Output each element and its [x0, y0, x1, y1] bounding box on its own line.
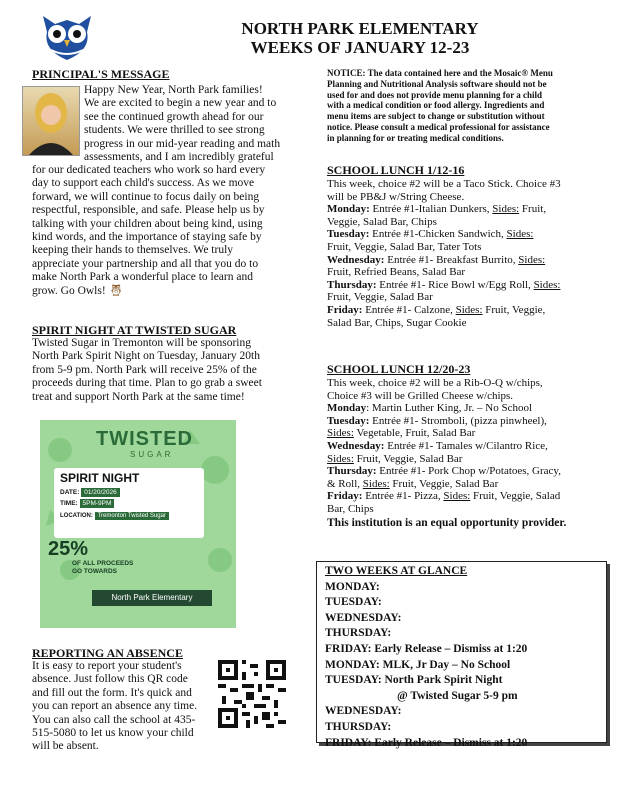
glance-row: FRIDAY: Early Release – Dismiss at 1:20	[325, 736, 528, 749]
two-weeks-glance-box	[316, 561, 607, 749]
lunch1-wednesday: Wednesday: Entrée #1- Breakfast Burrito, Sides:	[327, 253, 546, 266]
flyer-percent: 25%	[48, 538, 89, 560]
glance-row: THURSDAY:	[325, 720, 392, 733]
lunch2-friday: Friday: Entrée #1- Pizza, Sides: Fruit, Veggie, Salad	[327, 490, 561, 503]
glance-row: WEDNESDAY:	[325, 705, 402, 718]
equal-opportunity-statement: This institution is an equal opportunity provider.	[327, 516, 567, 529]
notice-text: NOTICE: The data contained here and the Mosaic® Menu Planning and Nutritional Analysis software should not be used for and does not provide menu planning for a child with a medical condition or food allergy. Ingredients and menu items are subject to change or substitution without notice. Please consult a medical professional for assistance in planning for or treating medical conditions.	[327, 68, 553, 143]
lunch2-body: This week, choice #2 will be a Rib-O-Q w/chips, Choice #3 will be Grilled Cheese w/chips. Monday: Martin Luther King, Jr. – No School Tuesday: Entrée #1- Stromboli, (pizza pinwheel), Sides: Vegetable, Fruit, Salad Bar Wednesday: Entrée #1- Tamales w/Cilantro Rice, Sides: Fruit, Veggie, Salad Bar Thursday: Entrée #1- Pork Chop w/Potatoes, Gracy, & Roll, Sides: Fruit, Veggie, Salad Bar Friday: Entrée #1- Pizza, Sides: Fruit, Veggie, Salad Bar, Chips This institution is an equal opportunity provider.	[327, 377, 589, 529]
glance-row: TUESDAY:	[325, 596, 382, 609]
spirit-night-flyer	[40, 420, 236, 628]
lunch2-heading: SCHOOL LUNCH 12/20-23	[327, 362, 471, 376]
page-title: NORTH PARK ELEMENTARY	[241, 19, 479, 38]
glance-row: MONDAY: MLK, Jr Day – No School	[325, 658, 511, 671]
principal-intro: Happy New Year, North Park families! We are excited to begin a new year and to see the continued growth ahead for our students. We were thrilled to see strong progress in our mid-year reading and math assessments, and I am incredibly grateful	[84, 84, 281, 164]
lunch2-tuesday: Tuesday: Entrée #1- Stromboli, (pizza pinwheel),	[327, 414, 547, 427]
lunch1-thursday: Thursday: Entrée #1- Rice Bowl w/Egg Roll, Sides:	[327, 278, 561, 291]
glance-row: WEDNESDAY:	[325, 611, 402, 624]
lunch1-tuesday: Tuesday: Entrée #1-Chicken Sandwich, Sides:	[327, 228, 534, 241]
absence-body: It is easy to report your student's absence. Just follow this QR code and fill out the form. It's quick and you can report an absence any time. You can also call the school at 435- 515-5080 to let us know your child will be absent.	[32, 660, 198, 753]
flyer-brand: TWISTED	[96, 428, 193, 450]
glance-row: MONDAY:	[325, 580, 380, 593]
flyer-card: SPIRIT NIGHT DATE: 01/20/2026 TIME: 5PM-9PM LOCATION: Tremonton Twisted Sugar	[54, 468, 204, 538]
absence-qr-code-icon[interactable]	[218, 660, 286, 728]
lunch1-body: This week, choice #2 will be a Taco Stick. Choice #3 will be PB&J w/String Cheese. Monday: Entrée #1-Italian Dunkers, Sides: Fruit, Veggie, Salad Bar, Chips Tuesday: Entrée #1-Chicken Sandwich, Sides: Fruit, Veggie, Salad Bar, Tater Tots Wednesday: Entrée #1- Breakfast Burrito, Sides: Fruit, Refried Beans, Salad Bar Thursday: Entrée #1- Rice Bowl w/Egg Roll, Sides: Fruit, Veggie, Salad Bar Friday: Entrée #1- Calzone, Sides: Fruit, Veggie, Salad Bar, Chips, Sugar Cookie	[327, 178, 589, 329]
principal-body: for our dedicated teachers who work so hard every day to support each child's success. As we move forward, we will continue to focus daily on being respectful, responsible, and safe. Please help us by talking with your children about being kind, using kind words, and the importance of staying safe by keeping their hands to themselves. We truly appreciate your partnership and all that you do to make North Park a wonderful place to learn and grow. Go Owls! 🦉︎	[32, 164, 266, 297]
lunch1-heading: SCHOOL LUNCH 1/12-16	[327, 163, 465, 177]
glance-heading: TWO WEEKS AT GLANCE	[325, 565, 468, 577]
lunch2-thursday: Thursday: Entrée #1- Pork Chop w/Potatoes, Gracy,	[327, 465, 561, 478]
flyer-school: North Park Elementary	[92, 590, 212, 606]
lunch2-monday: Monday: Martin Luther King, Jr. – No School	[327, 402, 533, 415]
glance-row: FRIDAY: Early Release – Dismiss at 1:20	[325, 642, 528, 655]
owl-logo-icon	[37, 10, 97, 62]
lunch2-wednesday: Wednesday: Entrée #1- Tamales w/Cilantro Rice,	[327, 439, 548, 452]
lunch1-friday: Friday: Entrée #1- Calzone, Sides: Fruit, Veggie,	[327, 303, 546, 316]
glance-row: THURSDAY:	[325, 627, 392, 640]
glance-row: @ Twisted Sugar 5-9 pm	[397, 689, 518, 702]
flyer-proceeds: OF ALL PROCEEDS GO TOWARDS	[72, 560, 134, 575]
page-subtitle: WEEKS OF JANUARY 12-23	[250, 38, 470, 57]
lunch1-monday: Monday: Entrée #1-Italian Dunkers, Sides: Fruit,	[327, 203, 547, 216]
spirit-heading: SPIRIT NIGHT AT TWISTED SUGAR	[32, 323, 237, 337]
spirit-body: Twisted Sugar in Tremonton will be sponsoring North Park Spirit Night on Tuesday, January 20th from 5-9 pm. North Park will receive 25% of the proceeds during that time. Plan to go grab a sweet treat and support North Park at the same time!	[32, 337, 262, 403]
owl-emoji-icon: 🦉︎	[108, 284, 124, 297]
glance-row: TUESDAY: North Park Spirit Night	[325, 674, 503, 687]
absence-heading: REPORTING AN ABSENCE	[32, 646, 183, 660]
flyer-brand-sub: SUGAR	[130, 450, 174, 459]
principal-heading: PRINCIPAL'S MESSAGE	[32, 67, 170, 81]
principal-photo	[22, 86, 80, 156]
